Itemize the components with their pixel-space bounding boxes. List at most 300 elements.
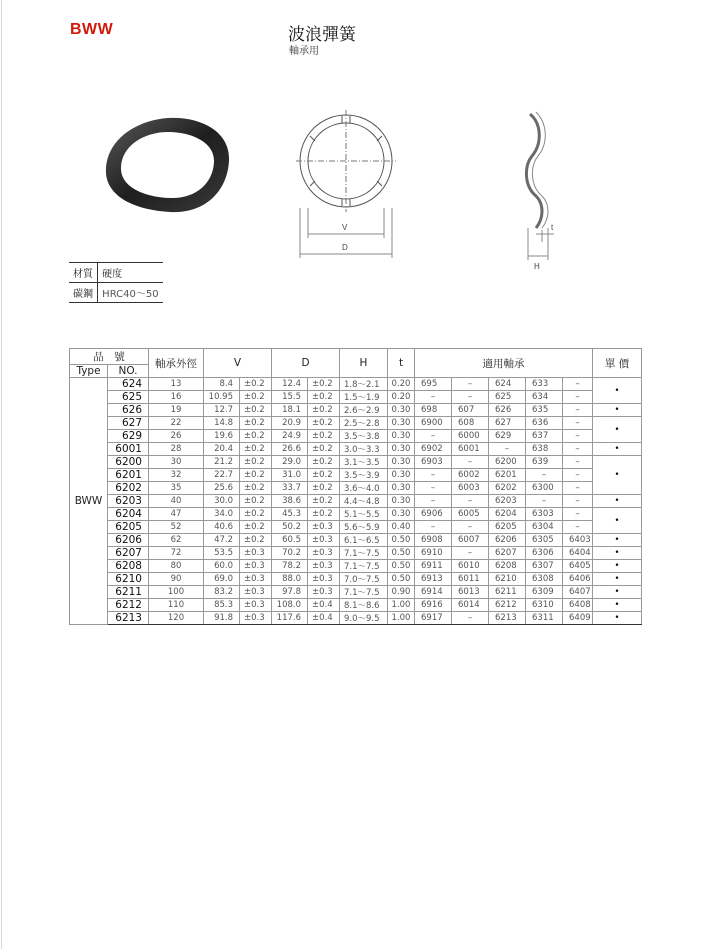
h-value: 7.1～7.5 <box>340 586 388 599</box>
bearing-code: 6205 <box>489 521 526 534</box>
page-subtitle: 軸承用 <box>289 46 319 57</box>
d-value: 78.2 <box>272 560 308 573</box>
h-value: 2.6～2.9 <box>340 404 388 417</box>
v-tolerance: ±0.3 <box>240 573 272 586</box>
v-value: 40.6 <box>204 521 240 534</box>
t-value: 0.30 <box>388 430 415 443</box>
d-tolerance: ±0.2 <box>308 391 340 404</box>
v-tolerance: ±0.3 <box>240 612 272 625</box>
bearing-code: 6304 <box>526 521 563 534</box>
bearing-code: 6207 <box>489 547 526 560</box>
d-value: 88.0 <box>272 573 308 586</box>
bearing-code: 6409 <box>563 612 593 625</box>
v-tolerance: ±0.2 <box>240 430 272 443</box>
bearing-code: 6408 <box>563 599 593 612</box>
v-value: 8.4 <box>204 378 240 391</box>
v-tolerance: ±0.3 <box>240 547 272 560</box>
d-value: 29.0 <box>272 456 308 469</box>
price-cell: • <box>593 547 642 560</box>
bearing-code: 607 <box>452 404 489 417</box>
t-value: 0.30 <box>388 417 415 430</box>
v-value: 69.0 <box>204 573 240 586</box>
bearing-code: – <box>415 430 452 443</box>
header-bearings: 適用軸承 <box>415 349 593 378</box>
table-row <box>70 482 642 495</box>
bearing-code: – <box>452 391 489 404</box>
h-value: 3.5～3.8 <box>340 430 388 443</box>
bearing-code: 608 <box>452 417 489 430</box>
header-no: NO. <box>108 365 149 378</box>
bearing-od-value: 47 <box>149 508 204 521</box>
d-tolerance: ±0.3 <box>308 521 340 534</box>
bearing-code: 634 <box>526 391 563 404</box>
bearing-code: 627 <box>489 417 526 430</box>
bearing-od-value: 110 <box>149 599 204 612</box>
v-tolerance: ±0.3 <box>240 586 272 599</box>
bearing-od-value: 120 <box>149 612 204 625</box>
bearing-code: 6002 <box>452 469 489 482</box>
bearing-code: – <box>452 456 489 469</box>
v-value: 19.6 <box>204 430 240 443</box>
bearing-code: – <box>415 521 452 534</box>
h-value: 3.5～3.9 <box>340 469 388 482</box>
bearing-code: 6211 <box>489 586 526 599</box>
v-tolerance: ±0.2 <box>240 482 272 495</box>
bearing-od-value: 62 <box>149 534 204 547</box>
d-tolerance: ±0.2 <box>308 495 340 508</box>
t-value: 0.30 <box>388 508 415 521</box>
bearing-od-value: 90 <box>149 573 204 586</box>
bearing-code: 6913 <box>415 573 452 586</box>
bearing-code: – <box>415 495 452 508</box>
bearing-code: 6208 <box>489 560 526 573</box>
d-value: 50.2 <box>272 521 308 534</box>
h-value: 3.1～3.5 <box>340 456 388 469</box>
t-value: 0.30 <box>388 482 415 495</box>
label-h: H <box>534 262 540 271</box>
header-type: Type <box>70 365 108 378</box>
bearing-code: 639 <box>526 456 563 469</box>
header-pinhao: 品 號 <box>70 349 149 365</box>
header-v: V <box>204 349 272 378</box>
table-row <box>70 391 642 404</box>
v-tolerance: ±0.2 <box>240 378 272 391</box>
bearing-code: 6403 <box>563 534 593 547</box>
bearing-code: 6007 <box>452 534 489 547</box>
part-number: 6001 <box>108 443 149 456</box>
table-row <box>70 573 642 586</box>
v-value: 12.7 <box>204 404 240 417</box>
bearing-code: – <box>563 495 593 508</box>
d-value: 26.6 <box>272 443 308 456</box>
t-value: 1.00 <box>388 599 415 612</box>
label-t: t <box>551 223 554 232</box>
t-value: 0.30 <box>388 469 415 482</box>
h-value: 8.1～8.6 <box>340 599 388 612</box>
part-number: 6206 <box>108 534 149 547</box>
bearing-code: 6010 <box>452 560 489 573</box>
bearing-code: – <box>563 417 593 430</box>
v-value: 10.95 <box>204 391 240 404</box>
part-number: 6201 <box>108 469 149 482</box>
v-value: 91.8 <box>204 612 240 625</box>
h-value: 9.0～9.5 <box>340 612 388 625</box>
material-table <box>69 262 163 303</box>
wave-spring-photo <box>98 112 238 220</box>
front-view-drawing <box>296 108 400 262</box>
label-v: V <box>342 223 348 232</box>
h-value: 2.5～2.8 <box>340 417 388 430</box>
price-cell: • <box>593 599 642 612</box>
bearing-code: 6917 <box>415 612 452 625</box>
label-d: D <box>342 243 348 252</box>
part-number: 624 <box>108 378 149 391</box>
v-value: 21.2 <box>204 456 240 469</box>
bearing-od-value: 32 <box>149 469 204 482</box>
v-tolerance: ±0.2 <box>240 469 272 482</box>
price-cell: • <box>593 378 642 404</box>
h-value: 3.6～4.0 <box>340 482 388 495</box>
d-tolerance: ±0.3 <box>308 573 340 586</box>
d-value: 45.3 <box>272 508 308 521</box>
bearing-code: 695 <box>415 378 452 391</box>
price-cell: • <box>593 612 642 625</box>
h-value: 7.1～7.5 <box>340 547 388 560</box>
table-row <box>70 378 642 391</box>
brand-code: BWW <box>70 21 114 38</box>
h-value: 4.4～4.8 <box>340 495 388 508</box>
bearing-od-value: 35 <box>149 482 204 495</box>
v-tolerance: ±0.2 <box>240 495 272 508</box>
bearing-code: 6908 <box>415 534 452 547</box>
d-value: 108.0 <box>272 599 308 612</box>
bearing-code: 6200 <box>489 456 526 469</box>
part-number: 6213 <box>108 612 149 625</box>
d-tolerance: ±0.4 <box>308 599 340 612</box>
d-value: 70.2 <box>272 547 308 560</box>
table-row <box>70 599 642 612</box>
bearing-code: – <box>415 391 452 404</box>
v-tolerance: ±0.3 <box>240 560 272 573</box>
d-value: 33.7 <box>272 482 308 495</box>
v-value: 14.8 <box>204 417 240 430</box>
d-tolerance: ±0.2 <box>308 482 340 495</box>
bearing-code: – <box>563 378 593 391</box>
d-tolerance: ±0.3 <box>308 560 340 573</box>
bearing-code: 637 <box>526 430 563 443</box>
bearing-code: 6911 <box>415 560 452 573</box>
part-number: 629 <box>108 430 149 443</box>
bearing-od-value: 40 <box>149 495 204 508</box>
bearing-code: – <box>563 469 593 482</box>
table-row <box>70 521 642 534</box>
bearing-code: 6206 <box>489 534 526 547</box>
d-tolerance: ±0.3 <box>308 534 340 547</box>
bearing-od-value: 72 <box>149 547 204 560</box>
t-value: 0.50 <box>388 560 415 573</box>
d-tolerance: ±0.2 <box>308 443 340 456</box>
part-number: 6208 <box>108 560 149 573</box>
v-value: 47.2 <box>204 534 240 547</box>
part-number: 6200 <box>108 456 149 469</box>
bearing-od-value: 52 <box>149 521 204 534</box>
v-value: 53.5 <box>204 547 240 560</box>
table-row <box>70 586 642 599</box>
bearing-code: – <box>415 482 452 495</box>
bearing-code: 6311 <box>526 612 563 625</box>
h-value: 7.1～7.5 <box>340 560 388 573</box>
side-view-drawing <box>508 110 568 272</box>
d-value: 60.5 <box>272 534 308 547</box>
bearing-code: 635 <box>526 404 563 417</box>
t-value: 0.40 <box>388 521 415 534</box>
t-value: 1.00 <box>388 612 415 625</box>
bearing-od-value: 16 <box>149 391 204 404</box>
v-value: 85.3 <box>204 599 240 612</box>
table-row <box>70 612 642 625</box>
bearing-code: 6005 <box>452 508 489 521</box>
d-tolerance: ±0.2 <box>308 469 340 482</box>
bearing-code: 6900 <box>415 417 452 430</box>
hardness-value: HRC40～50 <box>98 283 163 303</box>
price-cell: • <box>593 404 642 417</box>
type-cell: BWW <box>70 378 108 625</box>
v-value: 30.0 <box>204 495 240 508</box>
v-tolerance: ±0.2 <box>240 456 272 469</box>
h-value: 6.1～6.5 <box>340 534 388 547</box>
t-value: 0.50 <box>388 547 415 560</box>
h-value: 5.6～5.9 <box>340 521 388 534</box>
bearing-code: 636 <box>526 417 563 430</box>
bearing-code: – <box>563 391 593 404</box>
price-cell: • <box>593 417 642 443</box>
part-number: 6210 <box>108 573 149 586</box>
bearing-code: 6201 <box>489 469 526 482</box>
d-value: 24.9 <box>272 430 308 443</box>
table-row <box>70 560 642 573</box>
bearing-code: 6210 <box>489 573 526 586</box>
h-value: 3.0～3.3 <box>340 443 388 456</box>
page-edge-rule <box>1 0 2 949</box>
price-cell: • <box>593 495 642 508</box>
d-value: 117.6 <box>272 612 308 625</box>
bearing-code: – <box>452 521 489 534</box>
bearing-code: 6914 <box>415 586 452 599</box>
bearing-od-value: 13 <box>149 378 204 391</box>
bearing-code: – <box>526 469 563 482</box>
bearing-od-value: 19 <box>149 404 204 417</box>
header-price: 單 價 <box>593 349 642 378</box>
v-tolerance: ±0.2 <box>240 508 272 521</box>
table-row <box>70 495 642 508</box>
material-value: 碳鋼 <box>69 283 98 303</box>
part-number: 625 <box>108 391 149 404</box>
bearing-code: 6404 <box>563 547 593 560</box>
bearing-od-value: 80 <box>149 560 204 573</box>
bearing-code: – <box>526 495 563 508</box>
v-value: 83.2 <box>204 586 240 599</box>
bearing-code: 6202 <box>489 482 526 495</box>
t-value: 0.20 <box>388 391 415 404</box>
t-value: 0.90 <box>388 586 415 599</box>
bearing-code: – <box>563 482 593 495</box>
d-value: 97.8 <box>272 586 308 599</box>
spec-table <box>69 348 642 625</box>
bearing-code: 6001 <box>452 443 489 456</box>
bearing-code: 6405 <box>563 560 593 573</box>
t-value: 0.50 <box>388 534 415 547</box>
part-number: 6202 <box>108 482 149 495</box>
t-value: 0.30 <box>388 404 415 417</box>
bearing-od-value: 28 <box>149 443 204 456</box>
d-tolerance: ±0.3 <box>308 586 340 599</box>
bearing-code: 6011 <box>452 573 489 586</box>
part-number: 627 <box>108 417 149 430</box>
bearing-code: 6906 <box>415 508 452 521</box>
h-value: 1.5～1.9 <box>340 391 388 404</box>
bearing-code: 6902 <box>415 443 452 456</box>
d-value: 38.6 <box>272 495 308 508</box>
header-t: t <box>388 349 415 378</box>
d-tolerance: ±0.2 <box>308 456 340 469</box>
bearing-code: 6309 <box>526 586 563 599</box>
d-value: 18.1 <box>272 404 308 417</box>
d-value: 31.0 <box>272 469 308 482</box>
price-cell: • <box>593 534 642 547</box>
header-h: H <box>340 349 388 378</box>
d-value: 12.4 <box>272 378 308 391</box>
price-cell: • <box>593 443 642 456</box>
bearing-code: – <box>563 443 593 456</box>
bearing-code: – <box>452 495 489 508</box>
bearing-code: 6916 <box>415 599 452 612</box>
table-row <box>70 534 642 547</box>
bearing-code: 626 <box>489 404 526 417</box>
part-number: 6207 <box>108 547 149 560</box>
v-tolerance: ±0.2 <box>240 391 272 404</box>
v-value: 60.0 <box>204 560 240 573</box>
v-value: 20.4 <box>204 443 240 456</box>
table-row <box>70 547 642 560</box>
bearing-code: 6303 <box>526 508 563 521</box>
price-cell: • <box>593 586 642 599</box>
bearing-code: 6213 <box>489 612 526 625</box>
bearing-od-value: 100 <box>149 586 204 599</box>
bearing-code: – <box>563 508 593 521</box>
v-tolerance: ±0.2 <box>240 534 272 547</box>
d-tolerance: ±0.2 <box>308 378 340 391</box>
bearing-code: – <box>415 469 452 482</box>
bearing-code: 638 <box>526 443 563 456</box>
hardness-header: 硬度 <box>98 263 163 283</box>
spec-table-body <box>70 378 642 625</box>
bearing-code: 6000 <box>452 430 489 443</box>
bearing-code: – <box>563 404 593 417</box>
table-row <box>70 456 642 469</box>
part-number: 6205 <box>108 521 149 534</box>
t-value: 0.50 <box>388 573 415 586</box>
bearing-code: 6203 <box>489 495 526 508</box>
bearing-od-value: 30 <box>149 456 204 469</box>
bearing-code: 6910 <box>415 547 452 560</box>
d-tolerance: ±0.2 <box>308 417 340 430</box>
bearing-code: – <box>563 456 593 469</box>
bearing-code: 6308 <box>526 573 563 586</box>
v-tolerance: ±0.2 <box>240 443 272 456</box>
part-number: 6211 <box>108 586 149 599</box>
material-header: 材質 <box>69 263 98 283</box>
d-tolerance: ±0.3 <box>308 547 340 560</box>
bearing-code: 6306 <box>526 547 563 560</box>
bearing-code: 633 <box>526 378 563 391</box>
bearing-code: 6013 <box>452 586 489 599</box>
bearing-code: 6300 <box>526 482 563 495</box>
v-tolerance: ±0.2 <box>240 521 272 534</box>
bearing-code: 6310 <box>526 599 563 612</box>
price-cell: • <box>593 456 642 495</box>
d-value: 15.5 <box>272 391 308 404</box>
d-tolerance: ±0.2 <box>308 404 340 417</box>
header-d: D <box>272 349 340 378</box>
header-bearing-od: 軸承外徑 <box>149 349 204 378</box>
h-value: 1.8～2.1 <box>340 378 388 391</box>
part-number: 6212 <box>108 599 149 612</box>
price-cell: • <box>593 508 642 534</box>
h-value: 7.0～7.5 <box>340 573 388 586</box>
d-tolerance: ±0.2 <box>308 508 340 521</box>
bearing-code: 629 <box>489 430 526 443</box>
v-tolerance: ±0.3 <box>240 599 272 612</box>
table-row <box>70 430 642 443</box>
d-tolerance: ±0.2 <box>308 430 340 443</box>
bearing-code: – <box>563 521 593 534</box>
bearing-code: 698 <box>415 404 452 417</box>
bearing-code: – <box>563 430 593 443</box>
v-tolerance: ±0.2 <box>240 417 272 430</box>
bearing-code: 6406 <box>563 573 593 586</box>
table-row <box>70 417 642 430</box>
table-row <box>70 404 642 417</box>
table-row <box>70 469 642 482</box>
v-value: 34.0 <box>204 508 240 521</box>
page-title: 波浪彈簧 <box>288 25 356 45</box>
price-cell: • <box>593 560 642 573</box>
v-value: 25.6 <box>204 482 240 495</box>
t-value: 0.30 <box>388 456 415 469</box>
bearing-code: – <box>489 443 526 456</box>
bearing-code: – <box>452 378 489 391</box>
bearing-od-value: 22 <box>149 417 204 430</box>
d-value: 20.9 <box>272 417 308 430</box>
t-value: 0.30 <box>388 443 415 456</box>
bearing-code: 6407 <box>563 586 593 599</box>
v-tolerance: ±0.2 <box>240 404 272 417</box>
t-value: 0.20 <box>388 378 415 391</box>
bearing-code: 625 <box>489 391 526 404</box>
bearing-code: 6014 <box>452 599 489 612</box>
part-number: 6203 <box>108 495 149 508</box>
bearing-od-value: 26 <box>149 430 204 443</box>
bearing-code: 6003 <box>452 482 489 495</box>
price-cell: • <box>593 573 642 586</box>
bearing-code: 6212 <box>489 599 526 612</box>
bearing-code: 6903 <box>415 456 452 469</box>
part-number: 6204 <box>108 508 149 521</box>
bearing-code: – <box>452 547 489 560</box>
table-row <box>70 443 642 456</box>
h-value: 5.1～5.5 <box>340 508 388 521</box>
bearing-code: 624 <box>489 378 526 391</box>
